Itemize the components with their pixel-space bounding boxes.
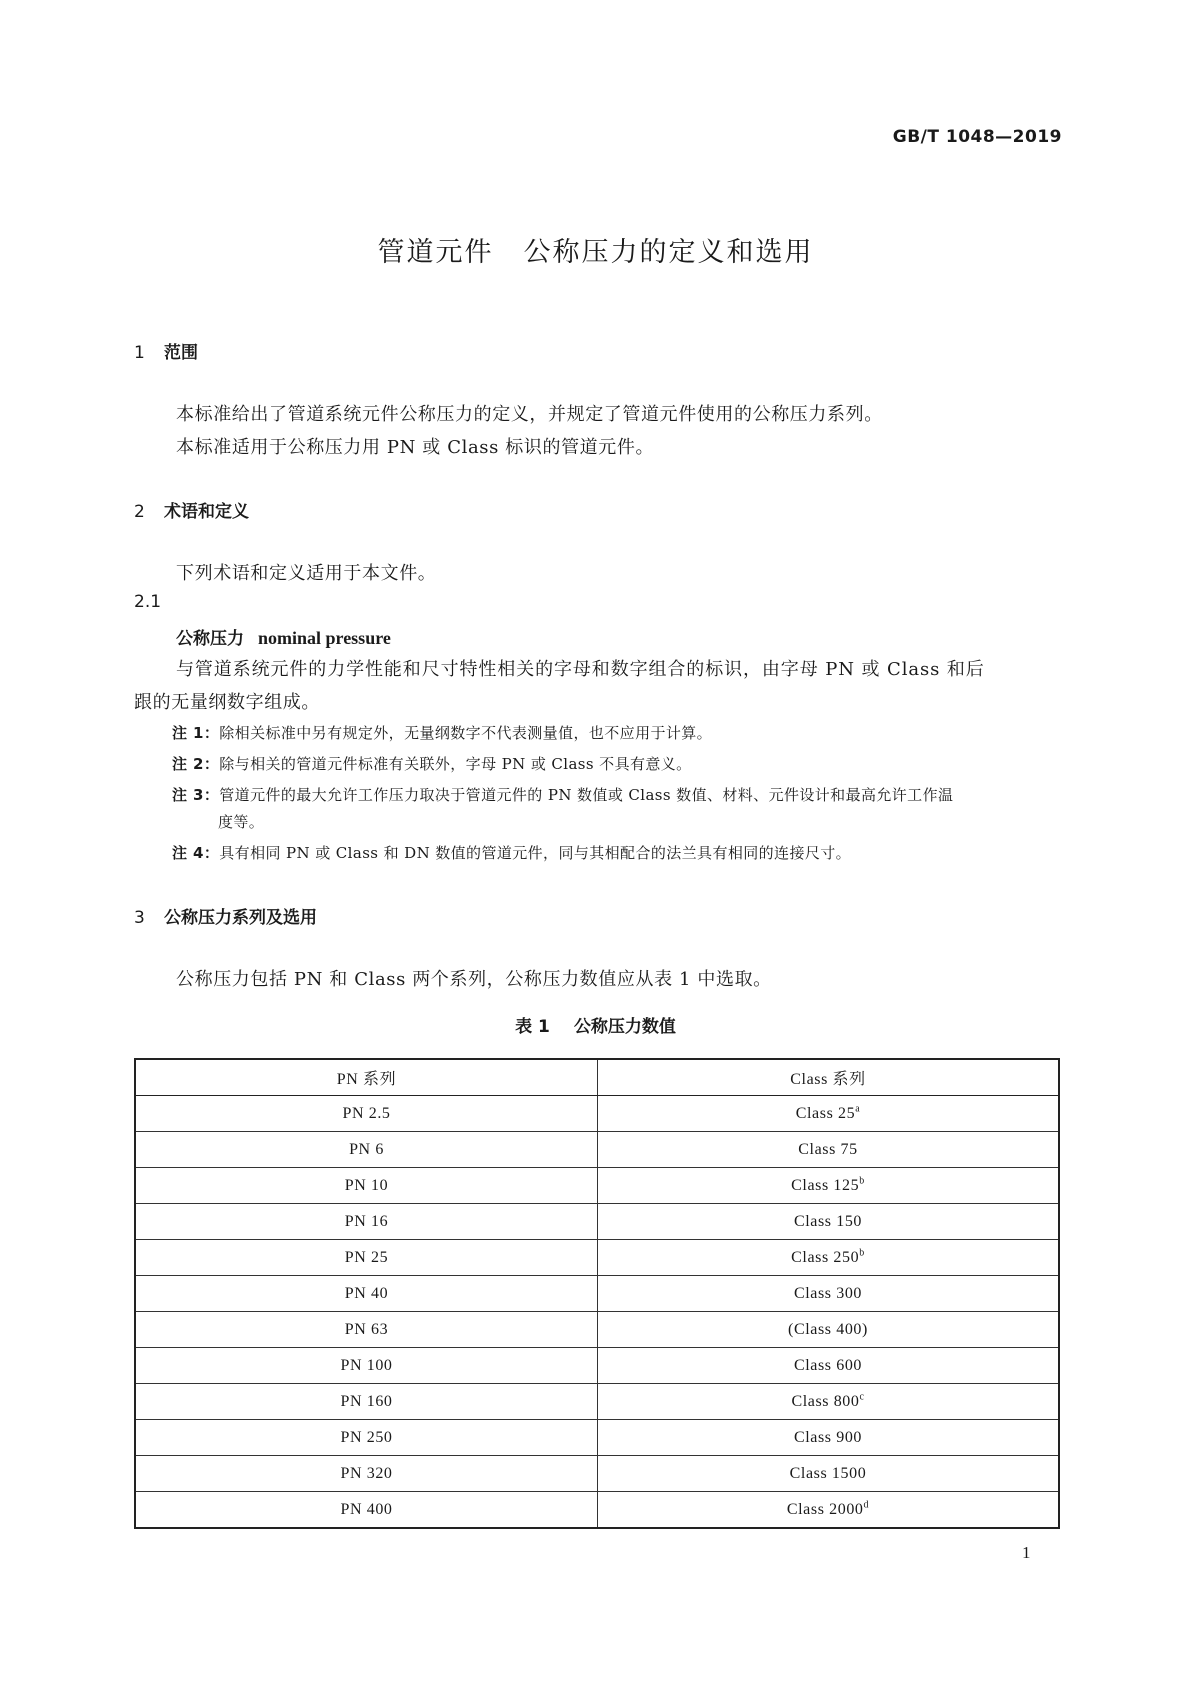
entry-number: 2.1	[134, 592, 162, 612]
note-2	[172, 753, 692, 774]
section-1-title: 范围	[164, 343, 198, 363]
pn-value-cell: PN 320	[135, 1456, 598, 1492]
pn-value-cell: PN 250	[135, 1420, 598, 1456]
pn-value-cell: PN 40	[135, 1276, 598, 1312]
pn-value-cell: PN 2.5	[135, 1096, 598, 1132]
page-number: 1	[1022, 1543, 1031, 1562]
document-title	[0, 230, 1191, 269]
class-value-cell	[598, 1204, 1060, 1240]
section-2-number: 2	[134, 502, 145, 522]
note-3-text: 管道元件的最大允许工作压力取决于管道元件的 PN 数值或 Class 数值、材料、元件设计和最高允许工作温	[219, 786, 954, 804]
table-row	[135, 1456, 1059, 1492]
definition-line-1: 与管道系统元件的力学性能和尺寸特性相关的字母和数字组合的标识，由字母 PN 或 Class 和后	[176, 659, 985, 680]
term-english: nominal pressure	[258, 628, 391, 648]
class-value-cell	[598, 1168, 1060, 1204]
class-value-cell	[598, 1276, 1060, 1312]
term-heading	[176, 624, 391, 649]
table-caption-title: 公称压力数值	[573, 1017, 676, 1037]
class-value: (Class 400)	[788, 1320, 868, 1338]
note-4-label: 注 4：	[172, 844, 220, 862]
section-3-paragraph: 公称压力包括 PN 和 Class 两个系列，公称压力数值应从表 1 中选取。	[176, 969, 772, 990]
section-2-heading	[134, 497, 249, 522]
class-value: Class 300	[793, 1284, 863, 1302]
footnote-marker: c	[859, 1391, 865, 1403]
note-3-label: 注 3：	[172, 786, 220, 804]
pn-value-cell: PN 6	[135, 1132, 598, 1168]
note-2-text: 除与相关的管道元件标准有关联外，字母 PN 或 Class 不具有意义。	[219, 755, 692, 773]
class-value: Class 600	[793, 1356, 863, 1374]
note-4-text: 具有相同 PN 或 Class 和 DN 数值的管道元件，同与其相配合的法兰具有相同的连接尺寸。	[219, 844, 852, 862]
note-3-continuation: 度等。	[218, 813, 265, 831]
class-value: Class 1500	[789, 1464, 867, 1482]
definition-line-2: 跟的无量纲数字组成。	[134, 692, 320, 713]
class-value: Class 75	[798, 1140, 858, 1158]
section-3-title: 公称压力系列及选用	[164, 908, 317, 928]
class-value-cell	[598, 1420, 1060, 1456]
table-header-row	[135, 1059, 1059, 1096]
class-value: Class 250	[791, 1248, 860, 1266]
table-row	[135, 1168, 1059, 1204]
section-3-number: 3	[134, 908, 145, 928]
section-1-paragraph-2: 本标准适用于公称压力用 PN 或 Class 标识的管道元件。	[176, 437, 655, 458]
section-2-intro: 下列术语和定义适用于本文件。	[176, 563, 437, 584]
table-row	[135, 1240, 1059, 1276]
section-3-heading	[134, 903, 317, 928]
table-row	[135, 1096, 1059, 1132]
pn-value-cell: PN 16	[135, 1204, 598, 1240]
table-row	[135, 1204, 1059, 1240]
class-value: Class 150	[793, 1212, 863, 1230]
table-caption	[0, 1012, 1191, 1037]
class-value-cell	[598, 1384, 1060, 1420]
section-2-title: 术语和定义	[164, 502, 249, 522]
note-2-label: 注 2：	[172, 755, 220, 773]
class-value: Class 25	[795, 1104, 856, 1122]
class-value: Class 800	[791, 1392, 860, 1410]
table-caption-number: 表 1	[515, 1017, 550, 1037]
class-value-cell	[598, 1492, 1060, 1529]
table-row	[135, 1348, 1059, 1384]
class-value-cell	[598, 1132, 1060, 1168]
note-1-label: 注 1：	[172, 724, 220, 742]
title-part-2: 公称压力的定义和选用	[523, 237, 814, 268]
note-4	[172, 842, 851, 863]
class-value: Class 900	[793, 1428, 863, 1446]
header-class-series: Class 系列	[598, 1059, 1060, 1096]
pn-value-cell: PN 63	[135, 1312, 598, 1348]
footnote-marker: a	[855, 1103, 861, 1115]
term-chinese: 公称压力	[176, 629, 244, 649]
section-1-paragraph-1: 本标准给出了管道系统元件公称压力的定义，并规定了管道元件使用的公称压力系列。	[176, 404, 883, 425]
class-value: Class 2000	[786, 1500, 864, 1518]
pn-value-cell: PN 10	[135, 1168, 598, 1204]
note-3	[172, 784, 953, 805]
footnote-marker: b	[859, 1175, 865, 1187]
table-row	[135, 1276, 1059, 1312]
pn-value-cell: PN 25	[135, 1240, 598, 1276]
class-value: Class 125	[791, 1176, 860, 1194]
class-value-cell	[598, 1240, 1060, 1276]
table-row	[135, 1492, 1059, 1529]
class-value-cell	[598, 1312, 1060, 1348]
pn-value-cell: PN 100	[135, 1348, 598, 1384]
standard-number: GB/T 1048—2019	[892, 127, 1062, 147]
section-1-number: 1	[134, 343, 145, 363]
pn-value-cell: PN 160	[135, 1384, 598, 1420]
class-value-cell	[598, 1096, 1060, 1132]
pressure-table	[134, 1058, 1060, 1529]
class-value-cell	[598, 1456, 1060, 1492]
header-pn-series: PN 系列	[135, 1059, 598, 1096]
table-row	[135, 1312, 1059, 1348]
table-row	[135, 1384, 1059, 1420]
pn-value-cell: PN 400	[135, 1492, 598, 1529]
section-1-heading	[134, 338, 198, 363]
title-part-1: 管道元件	[377, 237, 494, 268]
table-row	[135, 1132, 1059, 1168]
class-value-cell	[598, 1348, 1060, 1384]
note-1-text: 除相关标准中另有规定外，无量纲数字不代表测量值，也不应用于计算。	[219, 724, 713, 742]
table-row	[135, 1420, 1059, 1456]
note-1	[172, 722, 712, 743]
footnote-marker: b	[859, 1247, 865, 1259]
footnote-marker: d	[863, 1499, 870, 1511]
